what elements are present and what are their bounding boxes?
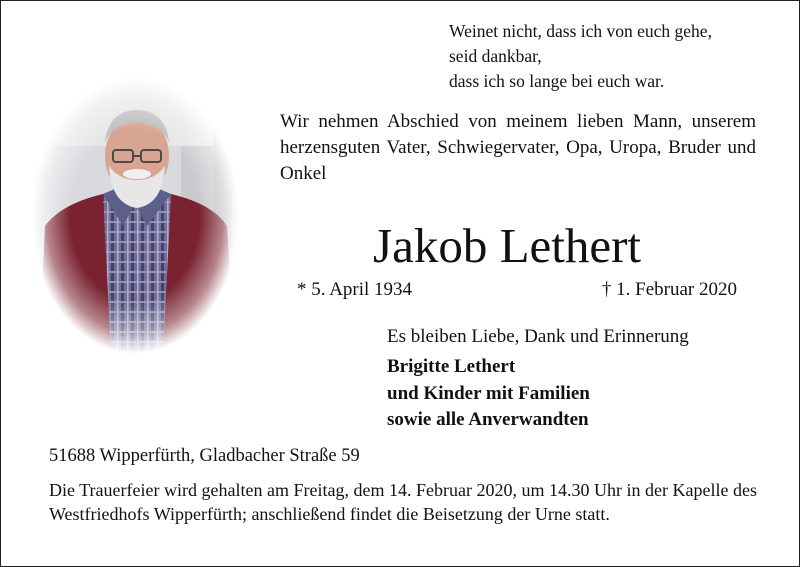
poem-line: seid dankbar, [449, 46, 542, 66]
poem-line: Weinet nicht, dass ich von euch gehe, [449, 21, 712, 41]
funeral-notice: Die Trauerfeier wird gehalten am Freitag, dem 14. Februar 2020, um 14.30 Uhr in der Kapelle des Westfriedhofs Wipperfürth; anschließend findet die Beisetzung der Urne statt. [49, 480, 757, 524]
mourner-line: Brigitte Lethert [387, 356, 516, 377]
poem-line: dass ich so lange bei euch war. [449, 71, 665, 91]
portrait-photo [31, 76, 239, 354]
family-address: 51688 Wipperfürth, Gladbacher Straße 59 [49, 446, 360, 466]
deceased-name: Jakob Lethert [373, 218, 642, 273]
remembrance-line: Es bleiben Liebe, Dank und Erinnerung [387, 326, 689, 347]
death-date: † 1. Februar 2020 [601, 279, 737, 300]
farewell-text: Wir nehmen Abschied von meinem lieben Mann, unserem herzensguten Vater, Schwiegervater, Opa, Uropa, Bruder und Onkel [280, 111, 756, 184]
mourner-line: sowie alle Anverwandten [387, 409, 589, 430]
mourner-line: und Kinder mit Familien [387, 382, 590, 404]
poem [449, 19, 712, 94]
mourners-list [387, 354, 590, 434]
birth-date: * 5. April 1934 [297, 279, 413, 300]
